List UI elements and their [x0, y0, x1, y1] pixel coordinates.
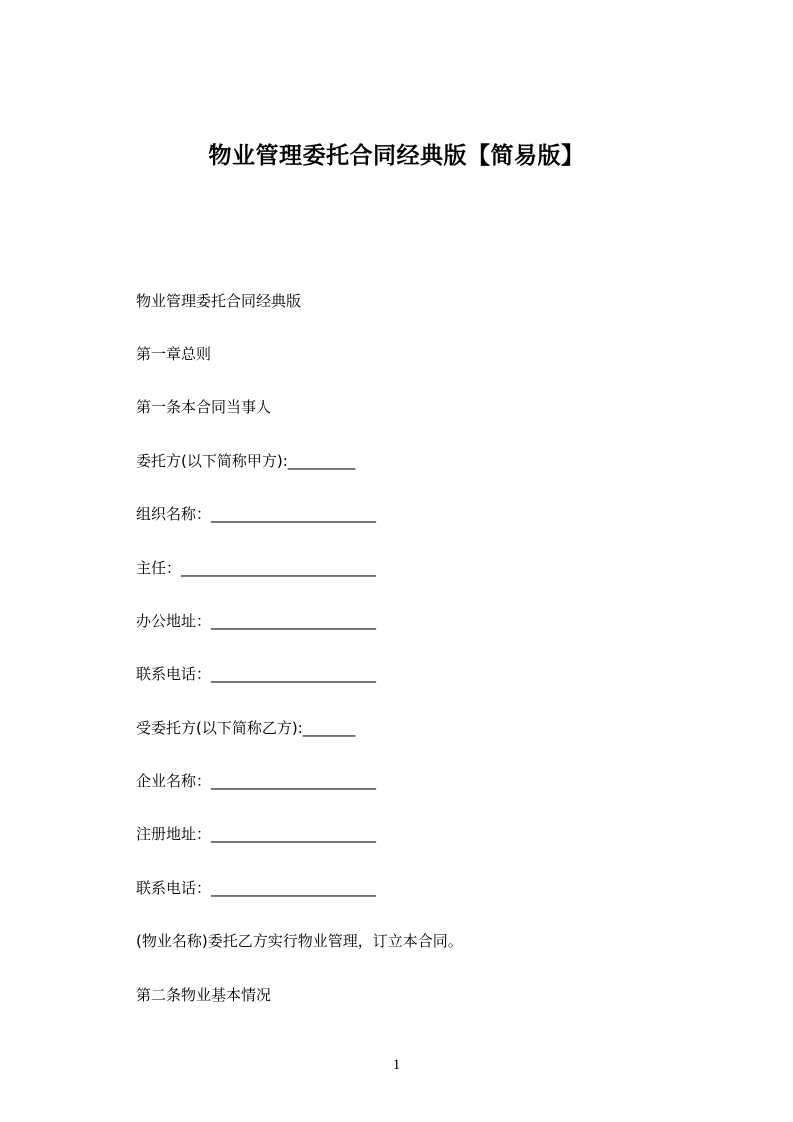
contact-phone-line: 联系电话：______________________ — [136, 665, 377, 683]
company-name-line: 企业名称：______________________ — [136, 772, 377, 790]
office-address-line: 办公地址：______________________ — [136, 612, 377, 630]
organization-name-line: 组织名称：______________________ — [136, 505, 377, 523]
article-heading: 第一条本合同当事人 — [136, 398, 272, 416]
page-title: 物业管理委托合同经典版【简易版】 — [208, 143, 585, 169]
contact-phone-line-b: 联系电话：______________________ — [136, 879, 377, 897]
article-heading-2: 第二条物业基本情况 — [136, 986, 272, 1004]
page-number: 1 — [392, 1057, 401, 1073]
party-a-line: 委托方(以下简称甲方):_________ — [136, 452, 356, 470]
director-line: 主任：__________________________ — [136, 559, 377, 577]
party-b-line: 受委托方(以下简称乙方):_______ — [136, 719, 356, 737]
agreement-statement: (物业名称)委托乙方实行物业管理，订立本合同。 — [136, 932, 463, 950]
chapter-heading: 第一章总则 — [136, 345, 212, 363]
registered-address-line: 注册地址：______________________ — [136, 825, 377, 843]
contract-subtitle: 物业管理委托合同经典版 — [136, 292, 302, 310]
